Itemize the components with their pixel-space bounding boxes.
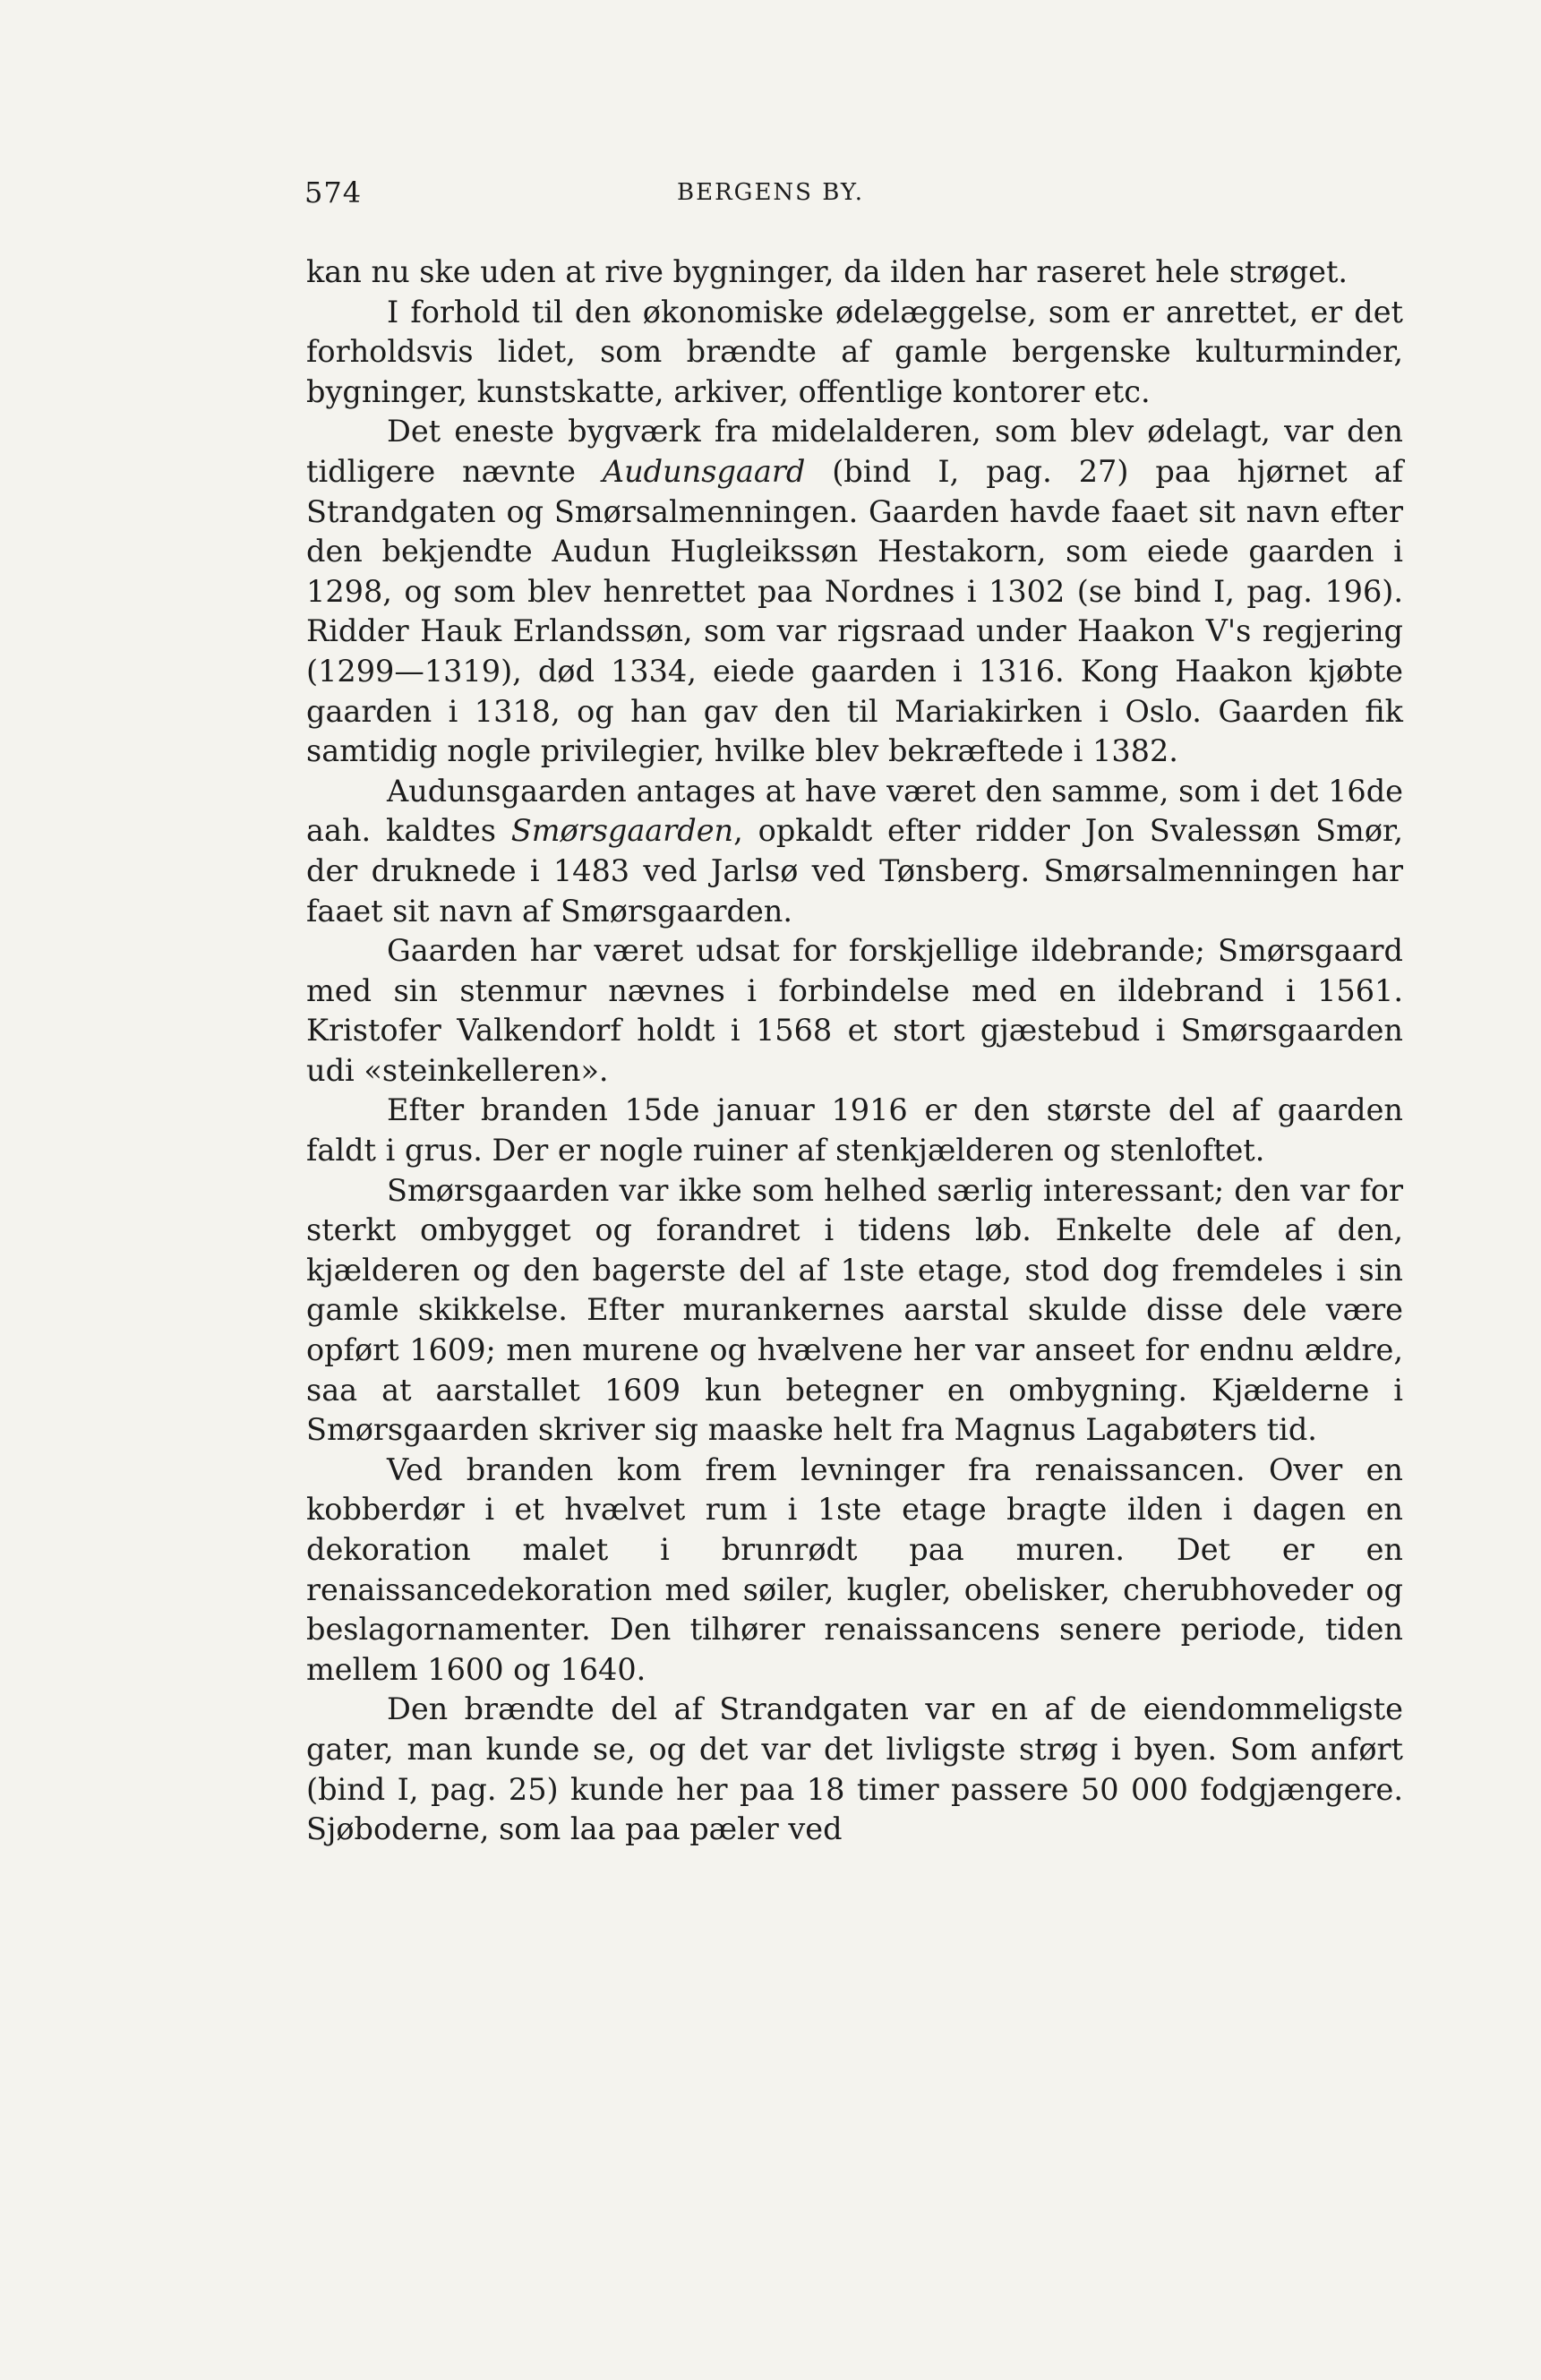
body-text: [306, 253, 1403, 1850]
paragraph-2: [306, 293, 1403, 413]
running-head: BERGENS BY.: [677, 179, 864, 206]
paragraph-4: [306, 772, 1403, 931]
paragraph-text: Smørsgaarden var ikke som helhed særlig interessant; den var for sterkt ombygget og forandret i tidens løb. Enkelte dele af den, kjælderen og den bagerste del af 1ste etage, stod dog fremdeles i sin gamle skikkelse. Efter murankernes aarstal skulde disse dele være opført 1609; men murene og hvælvene her var anseet for endnu ældre, saa at aarstallet 1609 kun betegner en ombygning. Kjælderne i Smørsgaarden skriver sig maaske helt fra Magnus Lagabøters tid.: [306, 1172, 1403, 1448]
paragraph-text: Den brændte del af Strandgaten var en af de eiendommeligste gater, man kunde se, og det var det livligste strøg i byen. Som anført (bind I, pag. 25) kunde her paa 18 timer passere 50 000 fodgjængere. Sjøboderne, som laa paa pæler ved: [306, 1691, 1403, 1847]
paragraph-text: kan nu ske uden at rive bygninger, da ilden har raseret hele strøget.: [306, 254, 1348, 289]
paragraph-3: [306, 412, 1403, 771]
paragraph-6: [306, 1091, 1403, 1170]
italic-place-name: Smørsgaarden: [510, 813, 734, 849]
paragraph-text: Det eneste bygværk fra midelalderen, som blev ødelagt, var den tidligere nævnte: [306, 414, 1403, 489]
paragraph-8: [306, 1451, 1403, 1691]
paragraph-text: Gaarden har været udsat for forskjellige ildebrande; Smørsgaard med sin stenmur nævnes i forbindelse med en ildebrand i 1561. Kristofer Valkendorf holdt i 1568 et stort gjæstebud i Smørsgaarden udi «steinkelleren».: [306, 933, 1403, 1088]
italic-place-name: Audunsgaard: [602, 453, 806, 489]
paragraph-7: [306, 1171, 1403, 1451]
paragraph-1: [306, 253, 1403, 293]
page-number: 574: [304, 176, 363, 210]
paragraph-text: Ved branden kom frem levninger fra renaissancen. Over en kobberdør i et hvælvet rum i 1ste etage bragte ilden i dagen en dekoration malet i brunrødt paa muren. Det er en renaissancedekoration med søiler, kugler, obelisker, cherubhoveder og beslagornamenter. Den tilhører renaissancens senere periode, tiden mellem 1600 og 1640.: [306, 1451, 1403, 1687]
paragraph-5: [306, 931, 1403, 1091]
paragraph-text: Efter branden 15de januar 1916 er den største del af gaarden faldt i grus. Der er nogle ruiner af stenkjælderen og stenloftet.: [306, 1092, 1403, 1169]
paragraph-9: [306, 1690, 1403, 1849]
paragraph-text: I forhold til den økonomiske ødelæggelse, som er anrettet, er det forholdsvis lidet, som brændte af gamle bergenske kulturminder, bygninger, kunstskatte, arkiver, offentlige kontorer etc.: [306, 294, 1403, 409]
paragraph-text: , opkaldt efter ridder Jon Svalessøn Smør, der druknede i 1483 ved Jarlsø ved Tønsberg. Smørsalmenningen har faaet sit navn af Smørsgaarden.: [306, 813, 1403, 929]
paragraph-text: Audunsgaarden antages at have været den samme, som i det 16de aah. kaldtes: [306, 773, 1403, 849]
paragraph-text: (bind I, pag. 27) paa hjørnet af Strandgaten og Smørsalmenningen. Gaarden havde faaet sit navn efter den bekjendte Audun Hugleikssøn Hestakorn, som eiede gaarden i 1298, og som blev henrettet paa Nordnes i 1302 (se bind I, pag. 196). Ridder Hauk Erlandssøn, som var rigsraad under Haakon V's regjering (1299—1319), død 1334, eiede gaarden i 1316. Kong Haakon kjøbte gaarden i 1318, og han gav den til Mariakirken i Oslo. Gaarden fik samtidig nogle privilegier, hvilke blev bekræftede i 1382.: [306, 453, 1403, 769]
